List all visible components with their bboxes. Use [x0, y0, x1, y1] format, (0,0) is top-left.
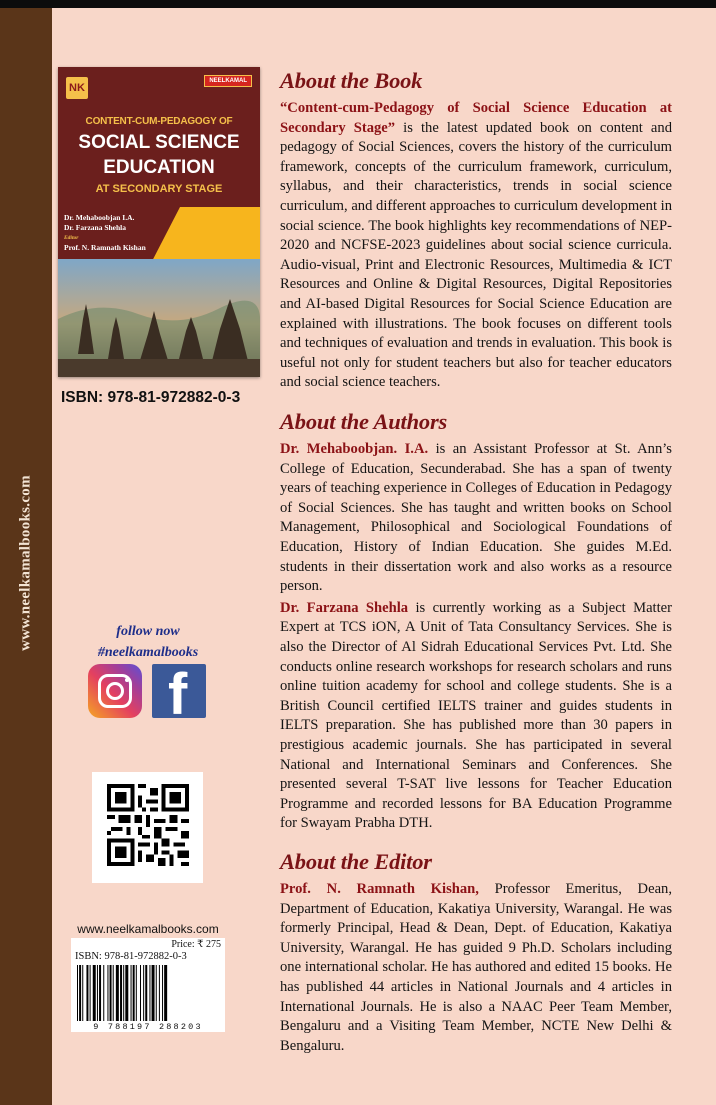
- editor-bio: Professor Emeritus, Dean, Department of Education, Kakatiya University, Warangal. He was formerly Principal, Head & Dean, Dept. of Education, Kakatiya University, Warangal. He has guided 9 Ph.D. Scholars including one international scholar. He has authored and edited 15 books. He has published 44 articles in National Journals and 4 articles in International Journals. He is also a NAAC Peer Team Member, Bengaluru and a Visiting Team Member, NCTE New Delhi & Bengaluru.: [280, 881, 672, 1054]
- author1-paragraph: [280, 440, 672, 597]
- editor-name: Prof. N. Ramnath Kishan,: [280, 881, 479, 897]
- editor-paragraph: [280, 880, 672, 1056]
- publisher-logo: NK: [66, 77, 88, 99]
- about-authors-section: [280, 409, 672, 834]
- barcode-url: www.neelkamalbooks.com: [77, 922, 219, 936]
- about-book-section: [280, 68, 672, 393]
- about-editor-section: [280, 849, 672, 1056]
- cover-title-line1: SOCIAL SCIENCE: [78, 132, 240, 153]
- facebook-f-glyph: f: [168, 664, 188, 718]
- author1-name: Dr. Mehaboobjan. I.A.: [280, 441, 429, 457]
- cover-author1: Dr. Mehaboobjan I.A.: [64, 213, 135, 222]
- about-book-heading: About the Book: [280, 68, 423, 93]
- instagram-icon[interactable]: [88, 664, 142, 718]
- temple-scene-svg: [58, 259, 260, 377]
- instagram-lens: [106, 682, 124, 700]
- barcode-block: [71, 922, 225, 1032]
- follow-block: [86, 621, 210, 663]
- author2-paragraph: [280, 599, 672, 834]
- about-book-paragraph: [280, 99, 672, 393]
- cover-subtitle-top: CONTENT-CUM-PEDAGOGY OF: [85, 116, 233, 127]
- barcode-bars: [77, 965, 219, 1021]
- cover-title-line2: EDUCATION: [103, 157, 215, 178]
- temple-scene-image: [58, 259, 260, 377]
- author2-name: Dr. Farzana Shehla: [280, 599, 409, 616]
- cover-authors: [64, 213, 146, 253]
- barcode-digits: 9 788197 288203: [93, 1022, 203, 1032]
- author1-bio: is an Assistant Professor at St. Ann’s College of Education, Secunderabad. She has a span of twenty years of teaching experience in Colleges of Education in Pedagogy of Social Sciences. She has taught and written books on School Management, Philosophical and Sociological Foundations of Education, History of Indian Education. She guides M.Ed. students in their dissertation work and also works as a resource person.: [280, 441, 672, 595]
- top-border: [0, 0, 716, 8]
- qr-code-svg: [107, 784, 189, 866]
- about-editor-heading: About the Editor: [280, 849, 432, 874]
- about-book-body: is the latest updated book on content and pedagogy of Social Sciences, covers the history of the curriculum framework, concepts of the curriculum framework, curriculum, syllabus, and their characteristics, trends in social science curriculum, and different approaches to curriculum development in social science. The book highlights key recommendations of NEP-2020 and NCFSE-2023 guidelines about social science curricula. Audio-visual, Print and Electronic Resources, Multimedia & ICT Resources and Online & Digital Resources, Digital Repositories and AI-based Digital Resources for Social Science Education are explained with illustrations. The book focuses on different tools and techniques of evaluation and trends in evaluation. This book is useful not only for student teachers but also for teacher educators and social science teachers.: [280, 119, 673, 391]
- cover-subtitle-bottom: AT SECONDARY STAGE: [95, 183, 223, 195]
- author2-bio: is currently working as a Subject Matter Expert at TCS iON, A Unit of Tata Consultancy Services. She is also the Director of Al Sidrah Educational Services Pvt. Ltd. She conducts online research workshops for research scholars and runs online tuition academy for school and college students. She is a British Council certified IELTS trainer and guides students in IELTS preparation. She has published more than 30 papers in prestigious academic journals. She has participated in several National and International Seminars and Conferences. She presented several T-SAT live lessons for Teacher Education Programme and recorded lessons for BA Education Programme for Swayam Prabha DTH.: [280, 599, 672, 832]
- cover-thumbnail: [58, 67, 260, 377]
- about-authors-heading: About the Authors: [280, 409, 448, 434]
- cover-editor-label: Editor: [64, 235, 79, 241]
- publisher-brand: NEELKAMAL: [204, 75, 252, 87]
- instagram-dot: [125, 678, 129, 682]
- follow-now-text: follow now: [116, 624, 180, 639]
- price-label: Price: ₹ 275: [171, 939, 221, 950]
- cover-author2: Dr. Farzana Shehla: [64, 223, 127, 232]
- cover-editor: Prof. N. Ramnath Kishan: [64, 243, 146, 252]
- cover-title: [58, 130, 260, 180]
- facebook-icon[interactable]: [152, 664, 206, 718]
- qr-code: [92, 772, 203, 883]
- book-title-quote: “Content-cum-Pedagogy of Social Science Education at Secondary Stage”: [280, 100, 672, 136]
- barcode-box: [71, 938, 225, 1032]
- spine-website: www.neelkamalbooks.com: [17, 475, 34, 651]
- barcode-isbn: ISBN: 978-81-972882-0-3: [75, 951, 187, 962]
- isbn-label: ISBN: 978-81-972882-0-3: [61, 389, 241, 406]
- hashtag-text: #neelkamalbooks: [97, 645, 199, 660]
- book-spine: [0, 8, 52, 1105]
